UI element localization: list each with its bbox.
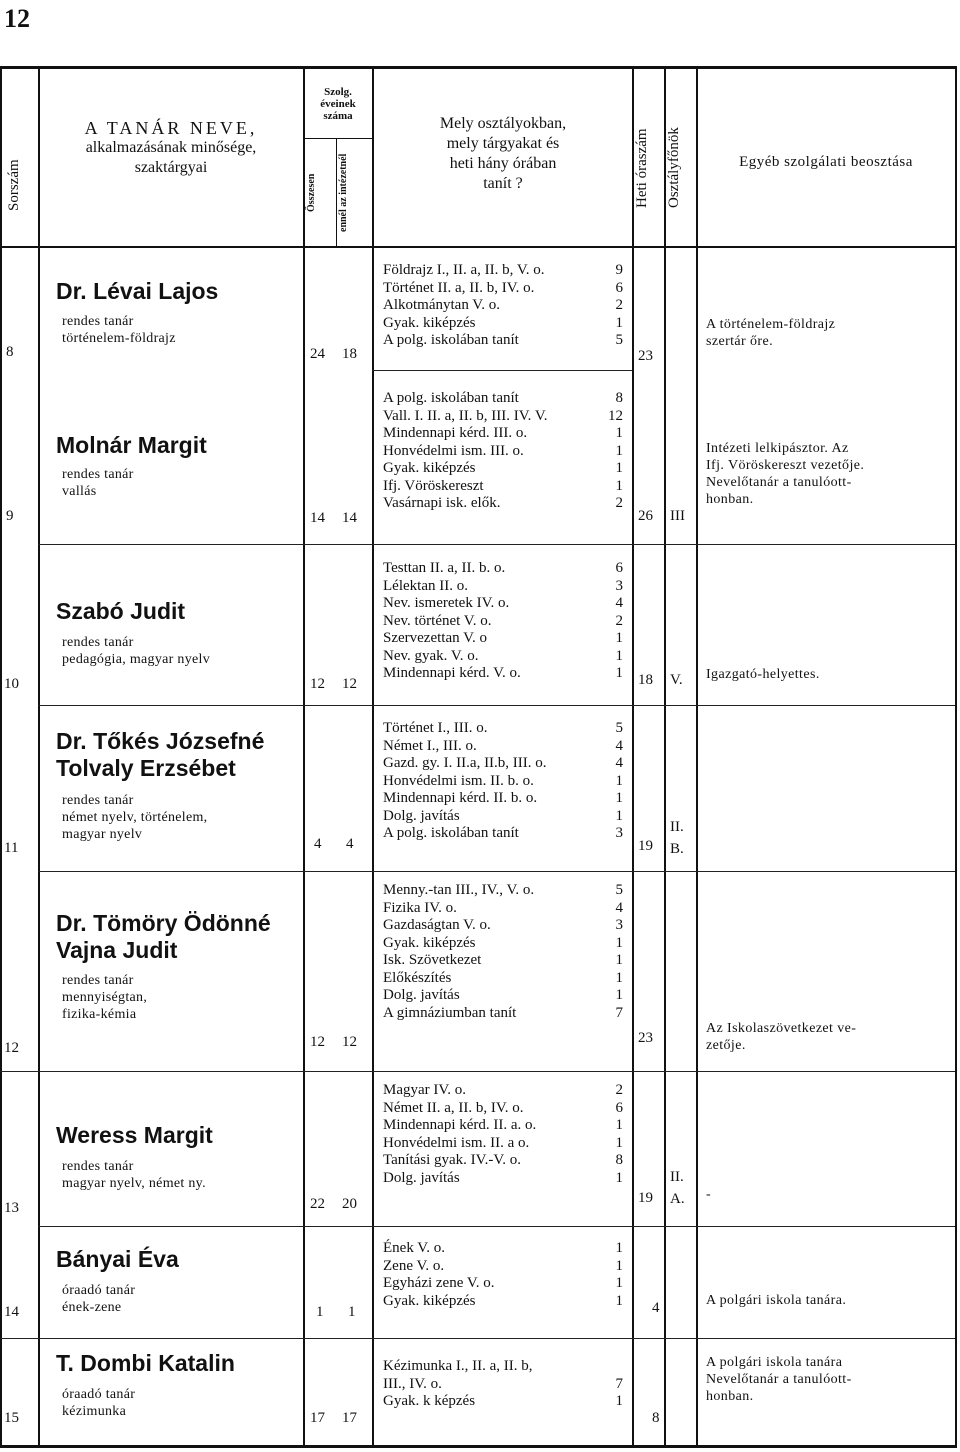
other-duties <box>706 440 926 508</box>
here-years: 4 <box>346 836 354 852</box>
subject-line <box>383 560 623 578</box>
subject-line <box>383 478 623 496</box>
service-header-rule <box>303 138 372 139</box>
teacher-role <box>62 466 134 500</box>
row-separator <box>372 370 632 371</box>
subject-line <box>383 297 623 315</box>
row-separator <box>38 544 955 545</box>
subjects-header-line: tanít ? <box>483 175 523 192</box>
subject-text: Történet I., III. o. <box>383 720 488 736</box>
subject-text: A polg. iskolában tanít <box>383 825 519 841</box>
subject-line <box>383 970 623 988</box>
other-line: Az Iskolaszövetkezet ve- <box>706 1021 857 1036</box>
subject-hours: 1 <box>615 1134 623 1151</box>
subject-hours: 1 <box>615 790 623 806</box>
subject-text: Honvédelmi ism. II. a o. <box>383 1134 530 1151</box>
teacher-role <box>62 313 176 347</box>
subject-hours: 1 <box>615 772 623 789</box>
subject-hours: 1 <box>615 460 623 476</box>
weekly-header: Heti óraszám <box>634 128 650 208</box>
role-line: rendes tanár <box>62 1159 134 1174</box>
teacher-name <box>56 910 271 964</box>
subject-hours: 1 <box>615 987 623 1003</box>
subject-text: Mindennapi kérd. II. b. o. <box>383 790 538 806</box>
subject-text: Mindennapi kérd. III. o. <box>383 425 528 441</box>
row-serial: 9 <box>6 508 14 524</box>
subject-text: Nev. történet V. o. <box>383 612 492 629</box>
subject-hours: 4 <box>615 899 623 916</box>
role-line: pedagógia, magyar nyelv <box>62 652 211 667</box>
subject-line <box>383 1275 623 1293</box>
col-divider <box>372 66 374 1448</box>
subjects-list <box>383 560 623 683</box>
total-years: 17 <box>310 1410 325 1426</box>
other-duties <box>706 316 926 350</box>
subject-line <box>383 1240 623 1258</box>
subject-text: Ifj. Vöröskereszt <box>383 477 484 494</box>
subject-line <box>383 773 623 791</box>
role-line: óraadó tanár <box>62 1283 136 1298</box>
role-line: rendes tanár <box>62 793 134 808</box>
subject-text: Dolg. javítás <box>383 987 460 1003</box>
subject-text: Magyar IV. o. <box>383 1082 467 1098</box>
subject-line <box>383 1005 623 1023</box>
subject-line <box>383 315 623 333</box>
subject-text: Földrajz I., II. a, II. b, V. o. <box>383 262 545 278</box>
subject-line <box>383 495 623 513</box>
subjects-header <box>376 114 630 194</box>
subject-hours: 4 <box>615 595 623 611</box>
subject-line <box>383 1393 623 1411</box>
subjects-header-line: heti hány órában <box>449 155 557 172</box>
top-rule <box>0 66 956 69</box>
total-years: 12 <box>310 1034 325 1050</box>
subject-text: Gyak. kiképzés <box>383 460 476 476</box>
role-line: rendes tanár <box>62 635 134 650</box>
subject-hours: 1 <box>615 934 623 951</box>
other-line: Nevelőtanár a tanulóott- <box>706 1372 852 1387</box>
subject-line <box>383 595 623 613</box>
role-line: rendes tanár <box>62 973 134 988</box>
subject-hours: 2 <box>615 612 623 629</box>
role-line: vallás <box>62 484 97 499</box>
head-teacher: III <box>670 508 685 524</box>
subject-line <box>383 613 623 631</box>
teacher-role <box>62 1282 135 1316</box>
subject-hours: 3 <box>615 917 623 933</box>
subject-hours: 6 <box>615 279 623 296</box>
row-serial: 12 <box>4 1040 19 1056</box>
subject-hours: 1 <box>615 477 623 494</box>
subject-hours: 1 <box>615 1275 623 1291</box>
row-serial: 11 <box>4 840 19 856</box>
subject-hours: 2 <box>615 297 623 313</box>
subject-line <box>383 952 623 970</box>
subject-line <box>383 665 623 683</box>
subject-hours: 7 <box>615 1004 623 1021</box>
subject-text: Ének V. o. <box>383 1240 445 1256</box>
row-separator <box>38 1226 955 1227</box>
service-header-line: száma <box>323 110 353 122</box>
other-duties <box>706 1020 926 1054</box>
row-serial: 10 <box>4 676 19 692</box>
subject-text: Isk. Szövetkezet <box>383 952 482 968</box>
subjects-header-line: mely tárgyakat és <box>446 135 560 152</box>
subject-text: Mindennapi kérd. V. o. <box>383 665 521 681</box>
teacher-name: Szabó Judit <box>56 598 186 624</box>
here-years: 1 <box>348 1304 356 1320</box>
subject-text: Testtan II. a, II. b. o. <box>383 560 506 576</box>
weekly-hours: 19 <box>638 838 653 854</box>
subject-hours: 12 <box>608 407 623 424</box>
subject-line <box>383 262 623 280</box>
subject-hours: 1 <box>615 1169 623 1186</box>
col-divider <box>696 66 698 1448</box>
subject-text: Honvédelmi ism. III. o. <box>383 442 524 459</box>
subject-line <box>383 1258 623 1276</box>
subject-line <box>383 460 623 478</box>
subjects-list <box>383 1358 623 1411</box>
role-line: mennyiségtan, <box>62 990 148 1005</box>
subject-line <box>383 1152 623 1170</box>
row-serial: 15 <box>4 1410 19 1426</box>
other-line: A polgári iskola tanára. <box>706 1293 847 1308</box>
subject-hours: 3 <box>615 577 623 594</box>
here-years: 17 <box>342 1410 357 1426</box>
name-header-line: A TANÁR NEVE, <box>84 118 258 138</box>
subject-hours: 1 <box>615 442 623 459</box>
subject-line <box>383 443 623 461</box>
subject-line <box>383 390 623 408</box>
teacher-name: Bányai Éva <box>56 1246 179 1272</box>
other-line: Intézeti lelkipásztor. Az <box>706 441 849 456</box>
subject-text: Német II. a, II. b, IV. o. <box>383 1099 524 1116</box>
subject-hours: 1 <box>615 665 623 681</box>
role-line: kézimunka <box>62 1404 127 1419</box>
subject-line <box>383 790 623 808</box>
subject-text: Német I., III. o. <box>383 737 477 754</box>
subject-line <box>383 738 623 756</box>
total-years: 12 <box>310 676 325 692</box>
row-separator <box>38 871 955 872</box>
head-teacher-header: Osztályfőnök <box>666 127 682 209</box>
role-line: magyar nyelv, német ny. <box>62 1176 206 1191</box>
subject-text: Gyak. kiképzés <box>383 314 476 331</box>
subject-line <box>383 425 623 443</box>
weekly-hours: 19 <box>638 1190 653 1206</box>
teacher-role <box>62 1386 135 1420</box>
weekly-hours: 23 <box>638 1030 653 1046</box>
subject-text: Nev. gyak. V. o. <box>383 647 479 664</box>
row-separator <box>0 1071 955 1072</box>
head-teacher: II. A. <box>670 1169 685 1207</box>
subject-hours: 8 <box>615 1152 623 1168</box>
subject-line <box>383 648 623 666</box>
other-line: szertár őre. <box>706 334 773 349</box>
subject-text: Gazd. gy. I. II.a, II.b, III. o. <box>383 755 547 771</box>
row-serial: 13 <box>4 1200 19 1216</box>
subject-line <box>383 408 623 426</box>
subject-hours: 1 <box>615 1240 623 1256</box>
subject-text: A polg. iskolában tanít <box>383 332 519 348</box>
subject-hours: 1 <box>615 952 623 968</box>
teacher-name-line: Tolvaly Erzsébet <box>56 755 236 781</box>
total-years: 1 <box>316 1304 324 1320</box>
subject-line <box>383 578 623 596</box>
here-years: 12 <box>342 676 357 692</box>
other-line: Ifj. Vöröskereszt vezetője. <box>706 458 865 473</box>
subject-text: A gimnáziumban tanít <box>383 1004 517 1021</box>
subject-text: Dolg. javítás <box>383 807 460 824</box>
subject-text: Lélektan II. o. <box>383 577 468 594</box>
bottom-rule <box>0 1445 956 1448</box>
subjects-header-line: Mely osztályokban, <box>439 115 567 132</box>
here-years: 18 <box>342 346 357 362</box>
other-line: - <box>706 1187 712 1202</box>
col-divider <box>632 66 634 1448</box>
subject-line <box>383 1082 623 1100</box>
subject-line <box>383 1293 623 1311</box>
subject-line <box>383 1376 623 1394</box>
weekly-hours: 26 <box>638 508 653 524</box>
row-separator <box>38 705 955 706</box>
subject-text: III., IV. o. <box>383 1375 442 1392</box>
weekly-hours: 18 <box>638 672 653 688</box>
subject-hours: 1 <box>615 969 623 986</box>
subject-hours: 6 <box>615 560 623 576</box>
subjects-list <box>383 1082 623 1187</box>
subject-hours: 1 <box>615 807 623 824</box>
subject-text: Vasárnapi isk. elők. <box>383 495 501 511</box>
other-duties <box>706 1354 926 1405</box>
service-header <box>304 86 372 122</box>
subject-text: Gyak. kiképzés <box>383 1292 476 1309</box>
subjects-list <box>383 720 623 843</box>
here-years: 14 <box>342 510 357 526</box>
teacher-name-line: Vajna Judit <box>56 937 178 963</box>
teacher-name-line: Dr. Tömöry Ödönné <box>56 910 271 936</box>
service-subdivider <box>336 138 337 246</box>
subject-text: Gyak. kiképzés <box>383 934 476 951</box>
subject-hours: 4 <box>615 755 623 771</box>
teacher-name: Molnár Margit <box>56 432 207 458</box>
total-years: 22 <box>310 1196 325 1212</box>
subject-line <box>383 1135 623 1153</box>
subject-hours: 1 <box>615 1393 623 1409</box>
other-line: Igazgató-helyettes. <box>706 667 820 682</box>
subject-text: Menny.-tan III., IV., V. o. <box>383 882 535 898</box>
serial-header: Sorszám <box>6 159 22 211</box>
other-duties <box>706 666 926 683</box>
subject-hours: 3 <box>615 825 623 841</box>
subject-hours: 1 <box>615 425 623 441</box>
page-number: 12 <box>4 4 30 33</box>
other-line: zetője. <box>706 1038 746 1053</box>
subject-text: A polg. iskolában tanít <box>383 390 519 406</box>
teacher-role <box>62 634 210 668</box>
subject-line <box>383 935 623 953</box>
subject-line <box>383 987 623 1005</box>
role-line: fizika-kémia <box>62 1007 137 1022</box>
here-years: 12 <box>342 1034 357 1050</box>
subject-line <box>383 1100 623 1118</box>
subject-text: Kézimunka I., II. a, II. b, <box>383 1358 533 1374</box>
subjects-list <box>383 262 623 350</box>
subject-hours: 2 <box>615 1082 623 1098</box>
subject-text: Honvédelmi ism. II. b. o. <box>383 772 534 789</box>
teacher-role <box>62 1158 206 1192</box>
subjects-list <box>383 390 623 513</box>
subject-text: Tanítási gyak. IV.-V. o. <box>383 1152 521 1168</box>
subject-text: Vall. I. II. a, II. b, III. IV. V. <box>383 407 548 424</box>
subject-text: Alkotmánytan V. o. <box>383 297 500 313</box>
subjects-list <box>383 1240 623 1310</box>
subject-text: Zene V. o. <box>383 1257 445 1274</box>
here-years: 20 <box>342 1196 357 1212</box>
subject-hours: 2 <box>615 495 623 511</box>
subject-line <box>383 917 623 935</box>
teacher-name: T. Dombi Katalin <box>56 1350 235 1376</box>
subject-text: Nev. ismeretek IV. o. <box>383 595 510 611</box>
other-duties <box>706 1186 926 1203</box>
teacher-role <box>62 972 147 1023</box>
subject-line <box>383 1117 623 1135</box>
role-line: történelem-földrajz <box>62 331 176 346</box>
service-header-line: Szolg. <box>324 86 352 98</box>
col-divider <box>38 66 40 1448</box>
subject-text: Gyak. k képzés <box>383 1393 476 1409</box>
subject-line <box>383 825 623 843</box>
subject-text: Dolg. javítás <box>383 1169 460 1186</box>
subject-text: Fizika IV. o. <box>383 899 457 916</box>
head-teacher: V. <box>670 672 683 688</box>
name-header-line: szaktárgyai <box>134 159 208 176</box>
total-years: 14 <box>310 510 325 526</box>
subject-line <box>383 280 623 298</box>
other-line: honban. <box>706 1389 754 1404</box>
subject-text: Egyházi zene V. o. <box>383 1275 495 1291</box>
role-line: óraadó tanár <box>62 1387 136 1402</box>
subject-hours: 1 <box>615 1292 623 1309</box>
subject-hours: 1 <box>615 630 623 646</box>
total-years: 24 <box>310 346 325 362</box>
service-here-header: ennél az intézetnél <box>338 153 349 233</box>
role-line: magyar nyelv <box>62 827 143 842</box>
head-teacher: II. B. <box>670 819 684 857</box>
subject-line <box>383 1358 623 1376</box>
weekly-hours: 8 <box>652 1410 660 1426</box>
role-line: német nyelv, történelem, <box>62 810 208 825</box>
subject-hours: 1 <box>615 1257 623 1274</box>
subject-text: Előkészítés <box>383 969 452 986</box>
role-line: ének-zene <box>62 1300 122 1315</box>
subject-text: Történet II. a, II. b, IV. o. <box>383 279 535 296</box>
teacher-name <box>56 728 264 782</box>
subject-text: Mindennapi kérd. II. a. o. <box>383 1117 537 1133</box>
subject-hours: 1 <box>615 314 623 331</box>
other-line: A történelem-földrajz <box>706 317 836 332</box>
other-line: Nevelőtanár a tanulóott- <box>706 475 852 490</box>
service-total-header: Összesen <box>306 173 317 213</box>
other-header: Egyéb szolgálati beosztása <box>739 154 913 170</box>
row-separator <box>0 1338 955 1339</box>
service-header-line: éveinek <box>320 98 356 110</box>
subject-hours: 8 <box>615 390 623 406</box>
other-line: honban. <box>706 492 754 507</box>
teacher-role <box>62 792 207 843</box>
subject-text: Gazdaságtan V. o. <box>383 917 491 933</box>
name-header-line: alkalmazásának minősége, <box>85 139 257 156</box>
other-duties <box>706 1292 926 1309</box>
subject-hours: 4 <box>615 737 623 754</box>
col-divider <box>303 66 305 1448</box>
subject-hours: 1 <box>615 647 623 664</box>
row-serial: 14 <box>4 1304 19 1320</box>
subject-hours: 9 <box>615 262 623 278</box>
subject-line <box>383 720 623 738</box>
teacher-name: Dr. Lévai Lajos <box>56 278 219 304</box>
header-rule <box>0 246 956 248</box>
subject-line <box>383 1170 623 1188</box>
subject-hours: 1 <box>615 1117 623 1133</box>
name-header <box>42 118 300 178</box>
subject-hours: 5 <box>615 882 623 898</box>
subject-hours: 7 <box>615 1375 623 1392</box>
subject-hours: 6 <box>615 1099 623 1116</box>
weekly-hours: 4 <box>652 1300 660 1316</box>
col-divider <box>955 66 957 1448</box>
subjects-list <box>383 882 623 1022</box>
subject-hours: 5 <box>615 332 623 348</box>
subject-line <box>383 630 623 648</box>
col-divider <box>664 66 666 1448</box>
other-line: A polgári iskola tanára <box>706 1355 843 1370</box>
subject-hours: 5 <box>615 720 623 736</box>
teacher-name-line: Dr. Tőkés Józsefné <box>56 728 265 754</box>
total-years: 4 <box>314 836 322 852</box>
role-line: rendes tanár <box>62 314 134 329</box>
subject-line <box>383 332 623 350</box>
subject-text: Szervezettan V. o <box>383 630 487 646</box>
col-divider <box>0 66 2 1448</box>
subject-line <box>383 808 623 826</box>
subject-line <box>383 900 623 918</box>
row-serial: 8 <box>6 344 14 360</box>
role-line: rendes tanár <box>62 467 134 482</box>
subject-line <box>383 755 623 773</box>
weekly-hours: 23 <box>638 348 653 364</box>
subject-line <box>383 882 623 900</box>
teacher-name: Weress Margit <box>56 1122 213 1148</box>
